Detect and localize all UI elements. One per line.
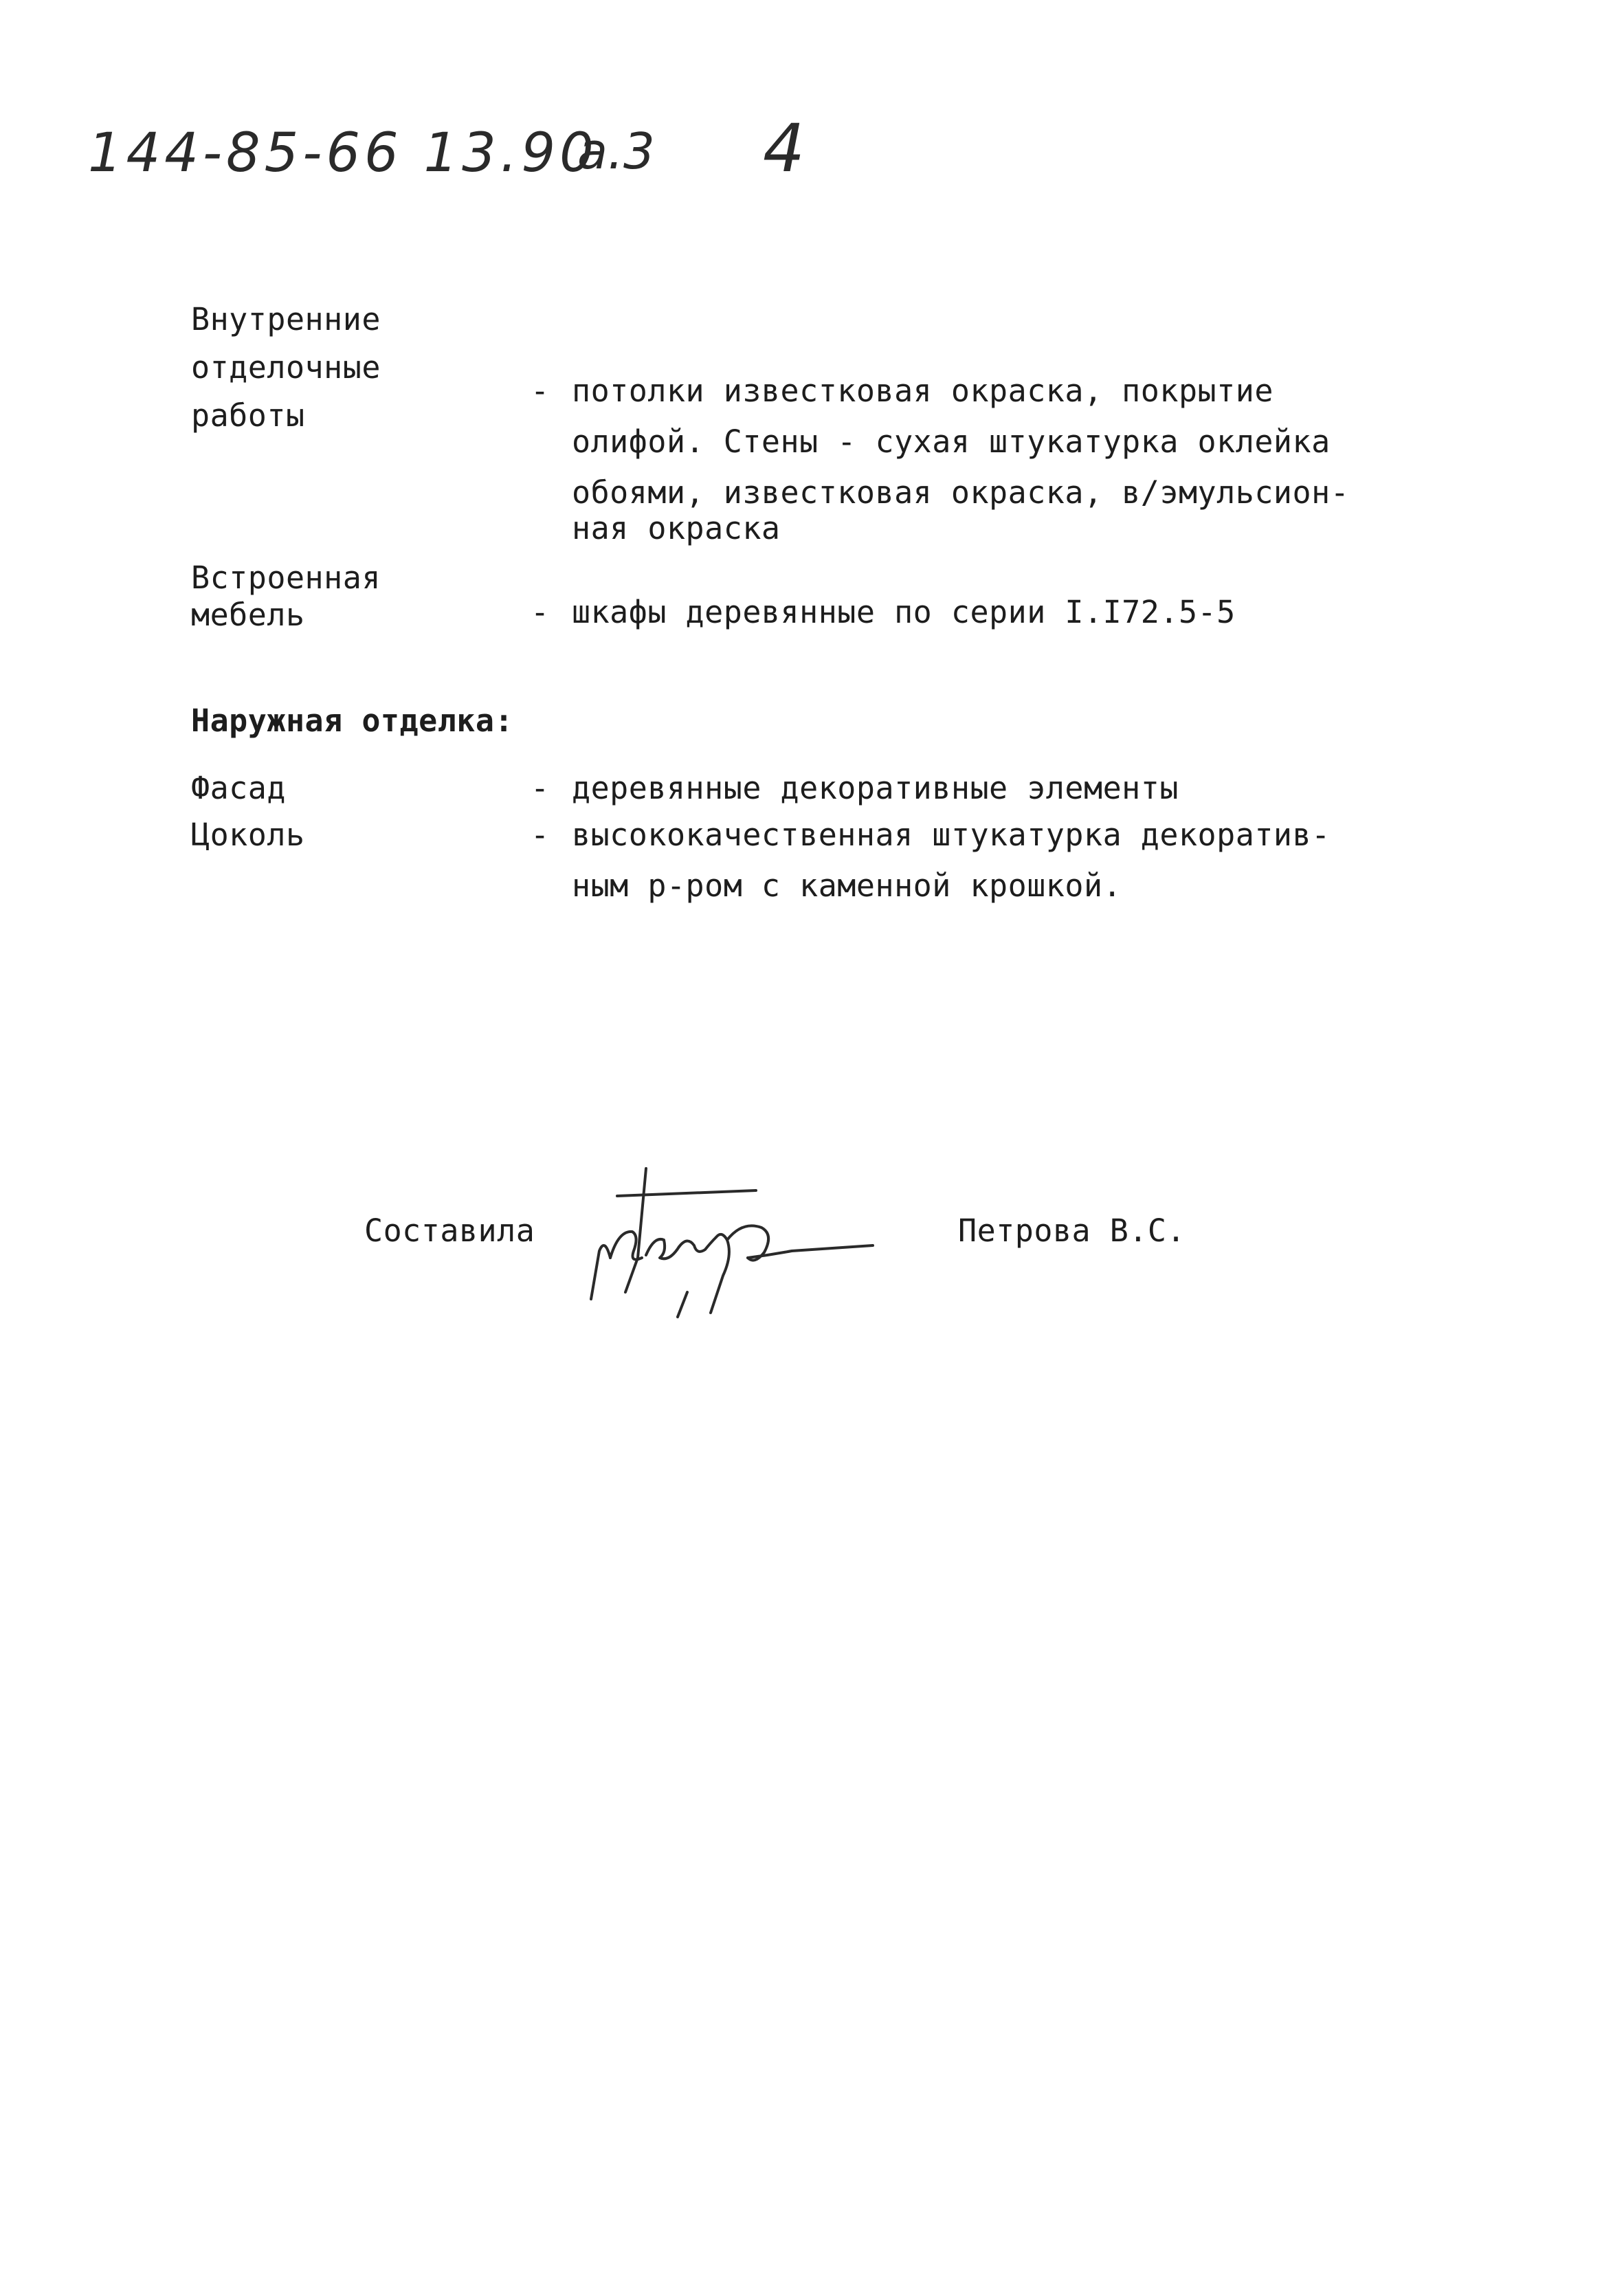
handwritten-code: 144-85-66 13.90 <box>88 122 598 184</box>
description-line: высококачественная штукатурка декоратив- <box>572 817 1331 853</box>
section-label-line: Внутренние <box>191 301 381 337</box>
description-line: потолки известковая окраска, покрытие <box>572 373 1273 409</box>
section-description-built-in-furniture <box>572 587 1236 638</box>
exterior-item-dash: - <box>531 817 550 853</box>
section-label-built-in-furniture <box>191 554 381 639</box>
section-label-line: отделочные <box>191 349 381 386</box>
section-description-interior-works <box>572 366 1349 554</box>
exterior-item-plinth-description <box>572 810 1331 911</box>
handwritten-sheet-note: а.3 <box>577 122 655 180</box>
exterior-item-facade-label: Фасад <box>191 770 286 806</box>
compiler-name: Петрова В.С. <box>958 1212 1186 1249</box>
section-label-line: Встроенная <box>191 559 381 596</box>
handwritten-signature <box>543 1155 900 1320</box>
handwritten-page-number: 4 <box>763 110 805 187</box>
exterior-item-dash: - <box>531 770 550 806</box>
exterior-item-facade-description <box>572 763 1179 814</box>
description-line: олифой. Стены - сухая штукатурка оклейка <box>572 423 1331 460</box>
description-line: ная окраска <box>572 510 781 546</box>
description-line: обоями, известковая окраска, в/эмульсион- <box>572 474 1350 511</box>
exterior-item-plinth-label: Цоколь <box>191 817 305 853</box>
description-line: шкафы деревянные по серии I.I72.5-5 <box>572 594 1236 630</box>
section-label-interior-works <box>191 296 381 440</box>
compiled-by-label: Составила <box>364 1212 535 1249</box>
exterior-heading: Наружная отделка: <box>191 702 514 739</box>
section-dash: - <box>531 594 550 630</box>
section-label-line: работы <box>191 397 305 434</box>
section-dash: - <box>531 373 550 409</box>
section-label-line: мебель <box>191 597 305 633</box>
description-line: ным р-ром с каменной крошкой. <box>572 867 1122 904</box>
description-line: деревянные декоративные элементы <box>572 770 1179 806</box>
